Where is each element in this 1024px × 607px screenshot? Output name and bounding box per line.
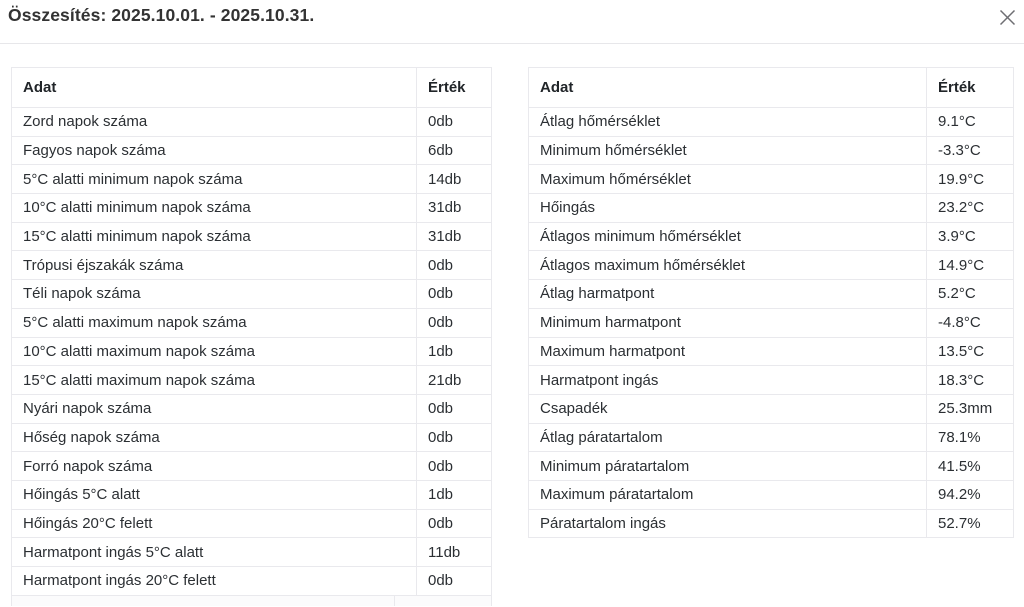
row-label: Harmatpont ingás 20°C felett bbox=[12, 567, 417, 596]
row-value: 23.2°C bbox=[927, 194, 1014, 223]
row-value: 0db bbox=[417, 509, 492, 538]
row-value: 6db bbox=[417, 136, 492, 165]
row-label: Maximum páratartalom bbox=[529, 480, 927, 509]
row-value: 52.7% bbox=[927, 509, 1014, 538]
row-label: 10°C alatti maximum napok száma bbox=[12, 337, 417, 366]
row-value: 0db bbox=[417, 280, 492, 309]
row-label: Harmatpont ingás 5°C alatt bbox=[12, 538, 417, 567]
table-row bbox=[12, 337, 492, 366]
row-label: Minimum hőmérséklet bbox=[529, 136, 927, 165]
column-header-adat: Adat bbox=[529, 68, 927, 108]
row-label: Téli napok száma bbox=[12, 280, 417, 309]
table-row bbox=[12, 480, 492, 509]
column-divider bbox=[394, 596, 395, 606]
table-row bbox=[529, 136, 1014, 165]
row-label: Hőingás 20°C felett bbox=[12, 509, 417, 538]
row-value: 0db bbox=[417, 423, 492, 452]
row-label: Átlag hőmérséklet bbox=[529, 108, 927, 137]
close-icon bbox=[999, 9, 1016, 26]
row-value: 0db bbox=[417, 251, 492, 280]
table-row bbox=[12, 567, 492, 596]
row-value: 78.1% bbox=[927, 423, 1014, 452]
row-label: 5°C alatti minimum napok száma bbox=[12, 165, 417, 194]
table-row bbox=[12, 308, 492, 337]
table-row bbox=[12, 194, 492, 223]
column-header-ertek: Érték bbox=[927, 68, 1014, 108]
row-label: Fagyos napok száma bbox=[12, 136, 417, 165]
row-label: Átlagos maximum hőmérséklet bbox=[529, 251, 927, 280]
table-row bbox=[529, 452, 1014, 481]
table-row bbox=[12, 394, 492, 423]
table-row bbox=[529, 280, 1014, 309]
truncated-next-row bbox=[11, 596, 492, 606]
column-header-ertek: Érték bbox=[417, 68, 492, 108]
close-button[interactable] bbox=[995, 5, 1019, 29]
row-label: Zord napok száma bbox=[12, 108, 417, 137]
row-label: Minimum páratartalom bbox=[529, 452, 927, 481]
table-row bbox=[529, 423, 1014, 452]
day-counts-table bbox=[11, 67, 492, 596]
row-value: 0db bbox=[417, 308, 492, 337]
table-row bbox=[529, 337, 1014, 366]
table-row bbox=[12, 251, 492, 280]
table-row bbox=[12, 366, 492, 395]
row-label: 10°C alatti minimum napok száma bbox=[12, 194, 417, 223]
table-row bbox=[529, 108, 1014, 137]
table-row bbox=[529, 251, 1014, 280]
table-row bbox=[12, 108, 492, 137]
row-value: 21db bbox=[417, 366, 492, 395]
table-row bbox=[12, 423, 492, 452]
row-value: 1db bbox=[417, 337, 492, 366]
row-label: 15°C alatti maximum napok száma bbox=[12, 366, 417, 395]
row-value: 14db bbox=[417, 165, 492, 194]
row-value: 94.2% bbox=[927, 480, 1014, 509]
table-row bbox=[529, 394, 1014, 423]
measurements-table-container bbox=[528, 67, 1014, 538]
row-value: 31db bbox=[417, 222, 492, 251]
row-value: 0db bbox=[417, 108, 492, 137]
table-row bbox=[12, 165, 492, 194]
row-label: Maximum hőmérséklet bbox=[529, 165, 927, 194]
column-header-adat: Adat bbox=[12, 68, 417, 108]
row-label: Átlag páratartalom bbox=[529, 423, 927, 452]
table-row bbox=[529, 165, 1014, 194]
row-value: 0db bbox=[417, 567, 492, 596]
row-value: 13.5°C bbox=[927, 337, 1014, 366]
row-value: 3.9°C bbox=[927, 222, 1014, 251]
row-label: Hőingás bbox=[529, 194, 927, 223]
table-row bbox=[529, 308, 1014, 337]
row-value: 18.3°C bbox=[927, 366, 1014, 395]
row-value: 9.1°C bbox=[927, 108, 1014, 137]
table-row bbox=[529, 480, 1014, 509]
table-row bbox=[529, 509, 1014, 538]
row-value: -3.3°C bbox=[927, 136, 1014, 165]
table-row bbox=[12, 222, 492, 251]
dialog-title: Összesítés: 2025.10.01. - 2025.10.31. bbox=[8, 5, 315, 25]
table-row bbox=[12, 280, 492, 309]
row-value: 14.9°C bbox=[927, 251, 1014, 280]
row-value: -4.8°C bbox=[927, 308, 1014, 337]
row-value: 0db bbox=[417, 452, 492, 481]
row-value: 0db bbox=[417, 394, 492, 423]
row-label: Minimum harmatpont bbox=[529, 308, 927, 337]
table-row bbox=[12, 136, 492, 165]
row-label: Trópusi éjszakák száma bbox=[12, 251, 417, 280]
header-divider bbox=[0, 43, 1024, 44]
table-row bbox=[12, 538, 492, 567]
row-label: Hőingás 5°C alatt bbox=[12, 480, 417, 509]
row-label: 15°C alatti minimum napok száma bbox=[12, 222, 417, 251]
row-label: Maximum harmatpont bbox=[529, 337, 927, 366]
row-label: Harmatpont ingás bbox=[529, 366, 927, 395]
measurements-table bbox=[528, 67, 1014, 538]
row-label: Forró napok száma bbox=[12, 452, 417, 481]
table-row bbox=[12, 452, 492, 481]
row-label: Nyári napok száma bbox=[12, 394, 417, 423]
row-label: Átlag harmatpont bbox=[529, 280, 927, 309]
row-value: 5.2°C bbox=[927, 280, 1014, 309]
row-label: Csapadék bbox=[529, 394, 927, 423]
day-counts-table-container bbox=[11, 67, 492, 607]
row-value: 25.3mm bbox=[927, 394, 1014, 423]
table-header-row bbox=[529, 68, 1014, 108]
table-row bbox=[12, 509, 492, 538]
row-label: 5°C alatti maximum napok száma bbox=[12, 308, 417, 337]
table-row bbox=[529, 194, 1014, 223]
row-value: 31db bbox=[417, 194, 492, 223]
row-value: 41.5% bbox=[927, 452, 1014, 481]
row-value: 11db bbox=[417, 538, 492, 567]
table-row bbox=[529, 222, 1014, 251]
row-label: Páratartalom ingás bbox=[529, 509, 927, 538]
row-label: Hőség napok száma bbox=[12, 423, 417, 452]
row-value: 1db bbox=[417, 480, 492, 509]
table-header-row bbox=[12, 68, 492, 108]
row-label: Átlagos minimum hőmérséklet bbox=[529, 222, 927, 251]
table-row bbox=[529, 366, 1014, 395]
row-value: 19.9°C bbox=[927, 165, 1014, 194]
